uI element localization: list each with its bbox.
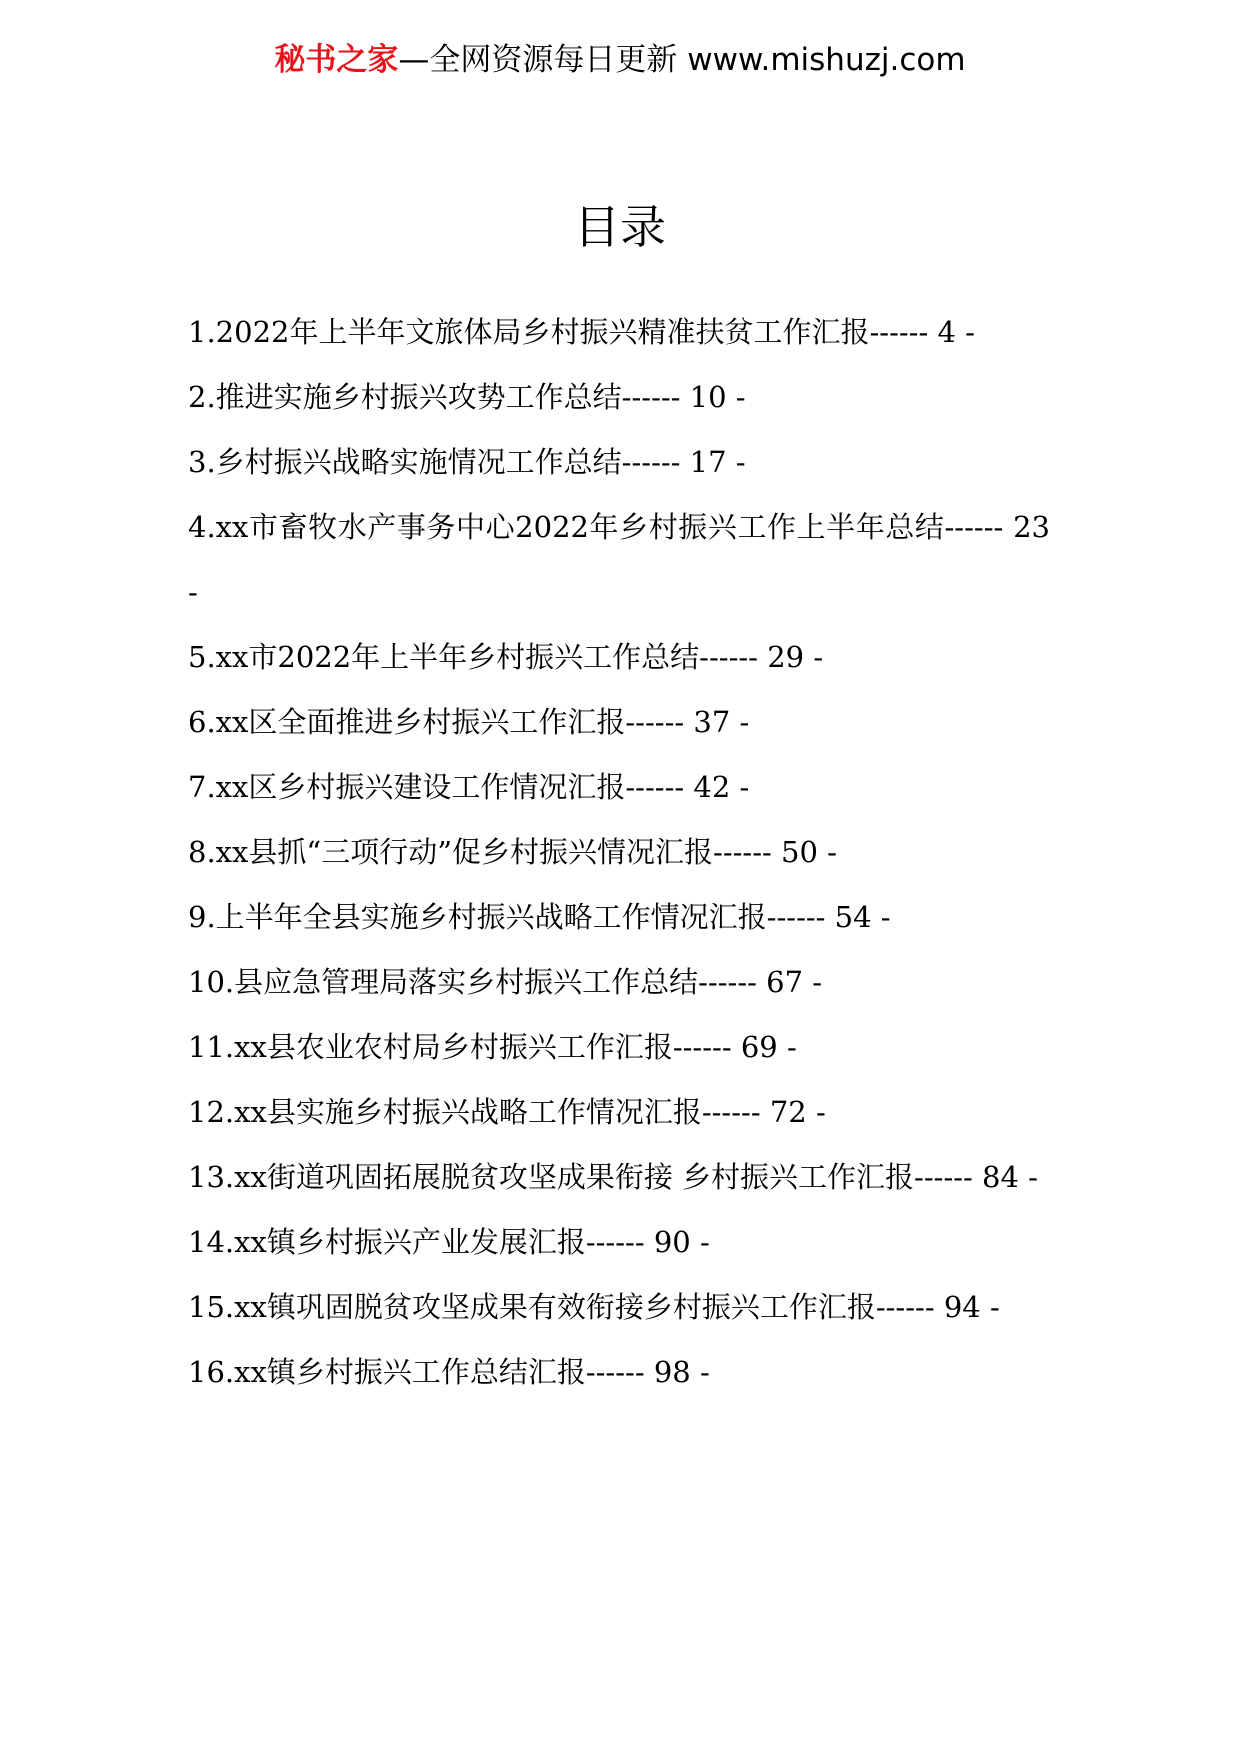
toc-entry-11[interactable]: 11.xx县农业农村局乡村振兴工作汇报------ 69 - [188,1030,797,1064]
toc-entry-7[interactable]: 7.xx区乡村振兴建设工作情况汇报------ 42 - [188,770,750,804]
toc-entry-8[interactable]: 8.xx县抓“三项行动”促乡村振兴情况汇报------ 50 - [188,835,837,869]
toc-entry-14[interactable]: 14.xx镇乡村振兴产业发展汇报------ 90 - [188,1225,710,1259]
toc-entry-6[interactable]: 6.xx区全面推进乡村振兴工作汇报------ 37 - [188,705,750,739]
toc-entry-4[interactable]: 4.xx市畜牧水产事务中心2022年乡村振兴工作上半年总结------ 23 - [188,510,1050,609]
table-of-contents [188,300,1050,1405]
toc-entry-2[interactable]: 2.推进实施乡村振兴攻势工作总结------ 10 - [188,380,746,414]
header-brand: 秘书之家 [274,42,399,78]
toc-entry-5[interactable]: 5.xx市2022年上半年乡村振兴工作总结------ 29 - [188,640,824,674]
toc-entry-3[interactable]: 3.乡村振兴战略实施情况工作总结------ 17 - [188,445,746,479]
toc-entry-15[interactable]: 15.xx镇巩固脱贫攻坚成果有效衔接乡村振兴工作汇报------ 94 - [188,1290,1000,1324]
page-title: 目录 [574,200,666,254]
toc-entry-9[interactable]: 9.上半年全县实施乡村振兴战略工作情况汇报------ 54 - [188,900,891,934]
toc-entry-10[interactable]: 10.县应急管理局落实乡村振兴工作总结------ 67 - [188,965,823,999]
toc-entry-16[interactable]: 16.xx镇乡村振兴工作总结汇报------ 98 - [188,1355,710,1389]
toc-entry-1[interactable]: 1.2022年上半年文旅体局乡村振兴精准扶贫工作汇报------ 4 - [188,315,975,349]
toc-entry-12[interactable]: 12.xx县实施乡村振兴战略工作情况汇报------ 72 - [188,1095,826,1129]
header-tagline: —全网资源每日更新 www.mishuzj.com [398,42,966,78]
page-header [0,40,1240,80]
toc-entry-13[interactable]: 13.xx街道巩固拓展脱贫攻坚成果衔接 乡村振兴工作汇报------ 84 - [188,1160,1038,1194]
